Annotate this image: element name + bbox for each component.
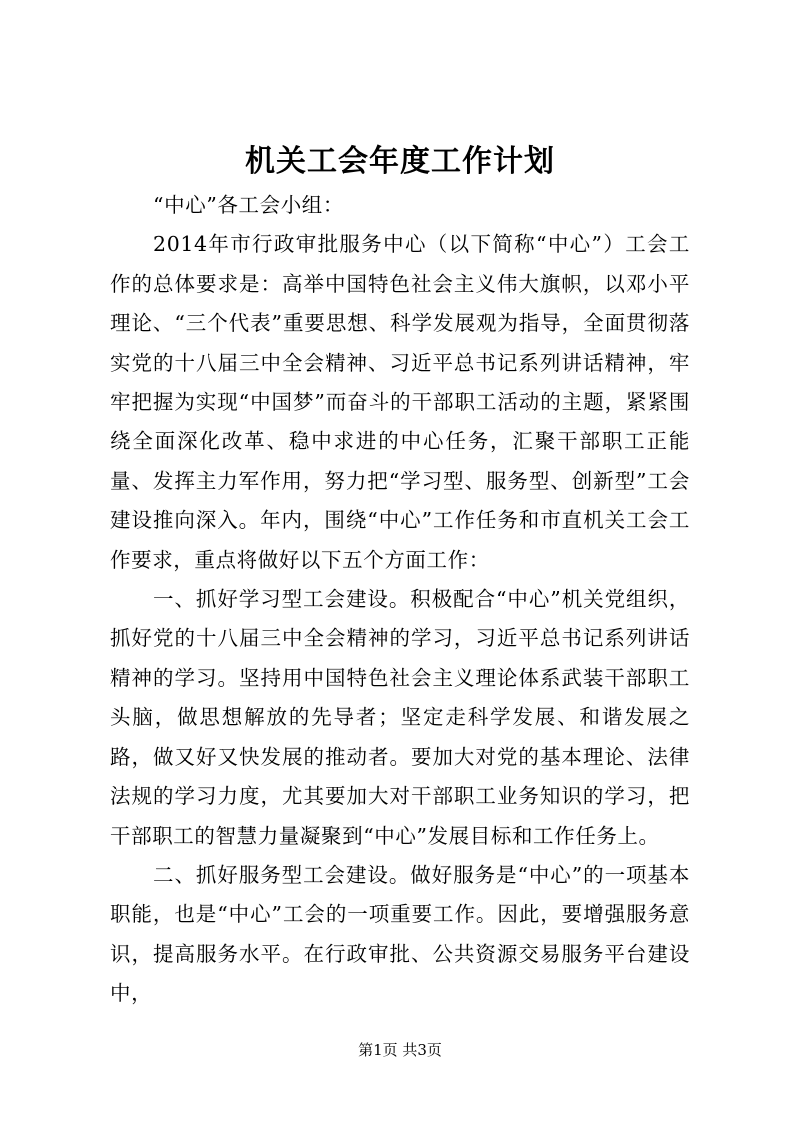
paragraph-intro: 2014年市行政审批服务中心（以下简称“中心”）工会工作的总体要求是：高举中国特色社会主义伟大旗帜，以邓小平理论、“三个代表”重要思想、科学发展观为指导，全面贯彻落实党的十八届三中全会精神、习近平总书记系列讲话精神，牢牢把握为实现“中国梦”而奋斗的干部职工活动的主题，紧紧围绕全面深化改革、稳中求进的中心任务，汇聚干部职工正能量、发挥主力军作用，努力把“学习型、服务型、创新型”工会建设推向深入。年内，围绕“中心”工作任务和市直机关工会工作要求，重点将做好以下五个方面工作： — [110, 232, 690, 572]
document-body — [110, 186, 690, 1014]
paragraph-learning: 一、抓好学习型工会建设。积极配合“中心”机关党组织，抓好党的十八届三中全会精神的学习，习近平总书记系列讲话精神的学习。坚持用中国特色社会主义理论体系武装干部职工头脑，做思想解放的先导者；坚定走科学发展、和谐发展之路，做又好又快发展的推动者。要加大对党的基本理论、法律法规的学习力度，尤其要加大对干部职工业务知识的学习，把干部职工的智慧力量凝聚到“中心”发展目标和工作任务上。 — [110, 587, 690, 848]
paragraph-service: 二、抓好服务型工会建设。做好服务是“中心”的一项基本职能，也是“中心”工会的一项重要工作。因此，要增强服务意识，提高服务水平。在行政审批、公共资源交易服务平台建设中， — [110, 862, 690, 1006]
page-number-footer: 第1页 共3页 — [358, 1041, 442, 1059]
salutation: “中心”各工会小组： — [153, 193, 345, 217]
document-title: 机关工会年度工作计划 — [245, 144, 555, 179]
